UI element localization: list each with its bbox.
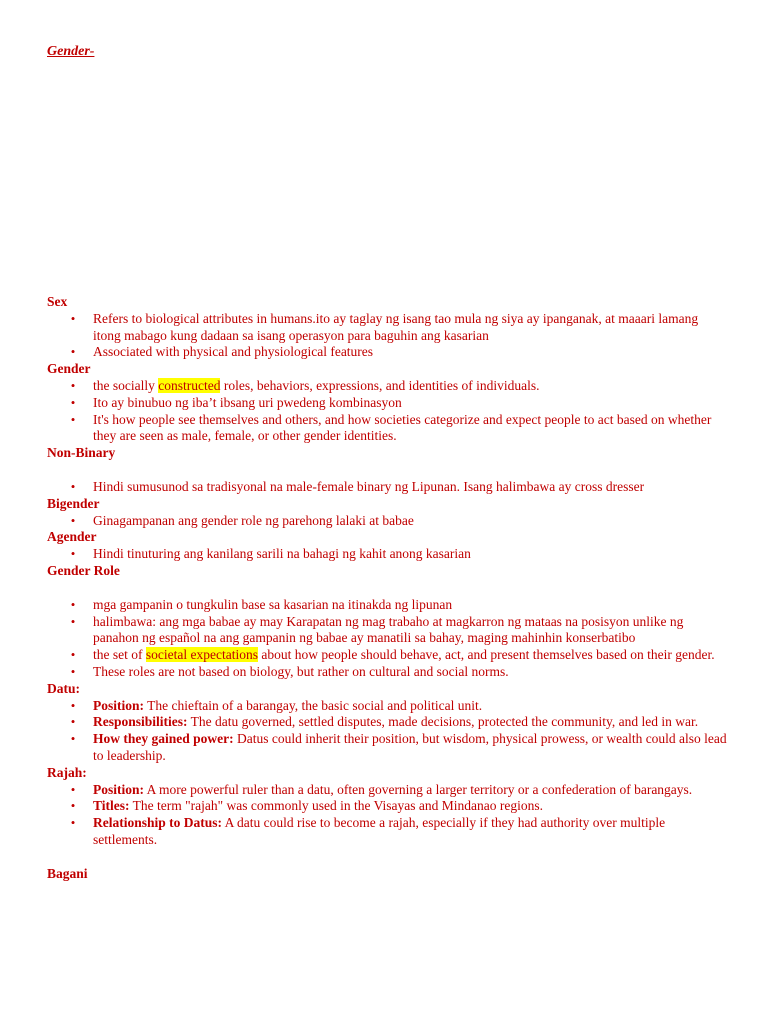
bullet-icon: • xyxy=(70,546,76,562)
list-item: • Position: The chieftain of a barangay, the basic social and political unit. xyxy=(47,698,727,715)
item-label: Responsibilities: xyxy=(93,714,188,730)
item-label: Titles: xyxy=(93,798,130,814)
bullet-icon: • xyxy=(70,394,76,410)
page-title: Gender- xyxy=(47,44,95,59)
list-item: • the socially constructed roles, behaviors, expressions, and identities of individuals. xyxy=(47,378,727,395)
bullet-icon: • xyxy=(70,411,76,427)
gender-role-list xyxy=(47,597,727,681)
bullet-icon: • xyxy=(70,613,76,629)
list-item: • Hindi tinuturing ang kanilang sarili na bahagi ng kahit anong kasarian xyxy=(47,546,727,563)
list-item: • Ito ay binubuo ng iba’t ibsang uri pwedeng kombinasyon xyxy=(47,395,727,412)
bullet-icon: • xyxy=(70,798,76,814)
bullet-icon: • xyxy=(70,663,76,679)
sex-list xyxy=(47,311,727,361)
non-binary-list xyxy=(47,479,727,496)
bullet-icon: • xyxy=(70,714,76,730)
list-item: • It's how people see themselves and others, and how societies categorize and expect people to act based on whether they are seen as male, female, or other gender identities. xyxy=(47,412,727,446)
section-heading-gender-role: Gender Role xyxy=(47,562,120,578)
section-heading-datu: Datu: xyxy=(47,680,80,696)
list-item: • These roles are not based on biology, but rather on cultural and social norms. xyxy=(47,664,727,681)
list-item: • the set of societal expectations about how people should behave, act, and present themselves based on their gender. xyxy=(47,647,727,664)
spacer xyxy=(47,580,727,597)
bullet-icon: • xyxy=(70,697,76,713)
bullet-icon: • xyxy=(70,344,76,360)
list-item: • Refers to biological attributes in humans.ito ay taglay ng isang tao mula ng siya ay ipanganak, at maaari lamang itong mabago kung dadaan sa isang operasyon para baguhin ang kasarian xyxy=(47,311,727,345)
bullet-icon: • xyxy=(70,310,76,326)
bigender-list xyxy=(47,513,727,530)
bullet-icon: • xyxy=(70,478,76,494)
section-heading-sex: Sex xyxy=(47,294,68,309)
list-item: • Titles: The term "rajah" was commonly used in the Visayas and Mindanao regions. xyxy=(47,798,727,815)
agender-list xyxy=(47,546,727,563)
section-heading-rajah: Rajah: xyxy=(47,764,87,780)
rajah-list xyxy=(47,782,727,849)
list-item: • Hindi sumusunod sa tradisyonal na male-female binary ng Lipunan. Isang halimbawa ay cross dresser xyxy=(47,479,727,496)
bullet-icon: • xyxy=(70,815,76,831)
list-item: • halimbawa: ang mga babae ay may Karapatan ng mag trabaho at magkarron ng mataas na posisyon unlike ng panahon ng español na ang gampanin ng babae ay manatili sa bahay, maging mahinhin konserbatibo xyxy=(47,614,727,648)
spacer xyxy=(47,462,727,479)
section-heading-bigender: Bigender xyxy=(47,495,100,511)
spacer xyxy=(47,849,727,866)
list-item: • Relationship to Datus: A datu could rise to become a rajah, especially if they had authority over multiple settlements. xyxy=(47,815,727,849)
item-label: How they gained power: xyxy=(93,731,234,747)
section-heading-bagani: Bagani xyxy=(47,865,88,881)
item-label: Position: xyxy=(93,781,145,797)
bullet-icon: • xyxy=(70,731,76,747)
section-heading-agender: Agender xyxy=(47,529,97,545)
list-item: • Position: A more powerful ruler than a datu, often governing a larger territory or a confederation of barangays. xyxy=(47,782,727,799)
gender-list xyxy=(47,378,727,445)
highlighted-text: constructed xyxy=(158,377,221,393)
list-item: • Ginagampanan ang gender role ng parehong lalaki at babae xyxy=(47,513,727,530)
datu-list xyxy=(47,698,727,765)
list-item: • Responsibilities: The datu governed, settled disputes, made decisions, protected the community, and led in war. xyxy=(47,714,727,731)
bullet-icon: • xyxy=(70,377,76,393)
list-item: • How they gained power: Datus could inherit their position, but wisdom, physical prowess, or wealth could also lead to leadership. xyxy=(47,731,727,765)
list-item: • mga gampanin o tungkulin base sa kasarian na itinakda ng lipunan xyxy=(47,597,727,614)
section-heading-gender: Gender xyxy=(47,361,91,377)
list-item: • Associated with physical and physiological features xyxy=(47,344,727,361)
item-label: Relationship to Datus: xyxy=(93,815,223,831)
bullet-icon: • xyxy=(70,647,76,663)
item-label: Position: xyxy=(93,697,145,713)
bullet-icon: • xyxy=(70,781,76,797)
document-body xyxy=(47,294,727,883)
bullet-icon: • xyxy=(70,596,76,612)
bullet-icon: • xyxy=(70,512,76,528)
highlighted-text: societal expectations xyxy=(145,647,258,663)
section-heading-non-binary: Non-Binary xyxy=(47,445,116,461)
